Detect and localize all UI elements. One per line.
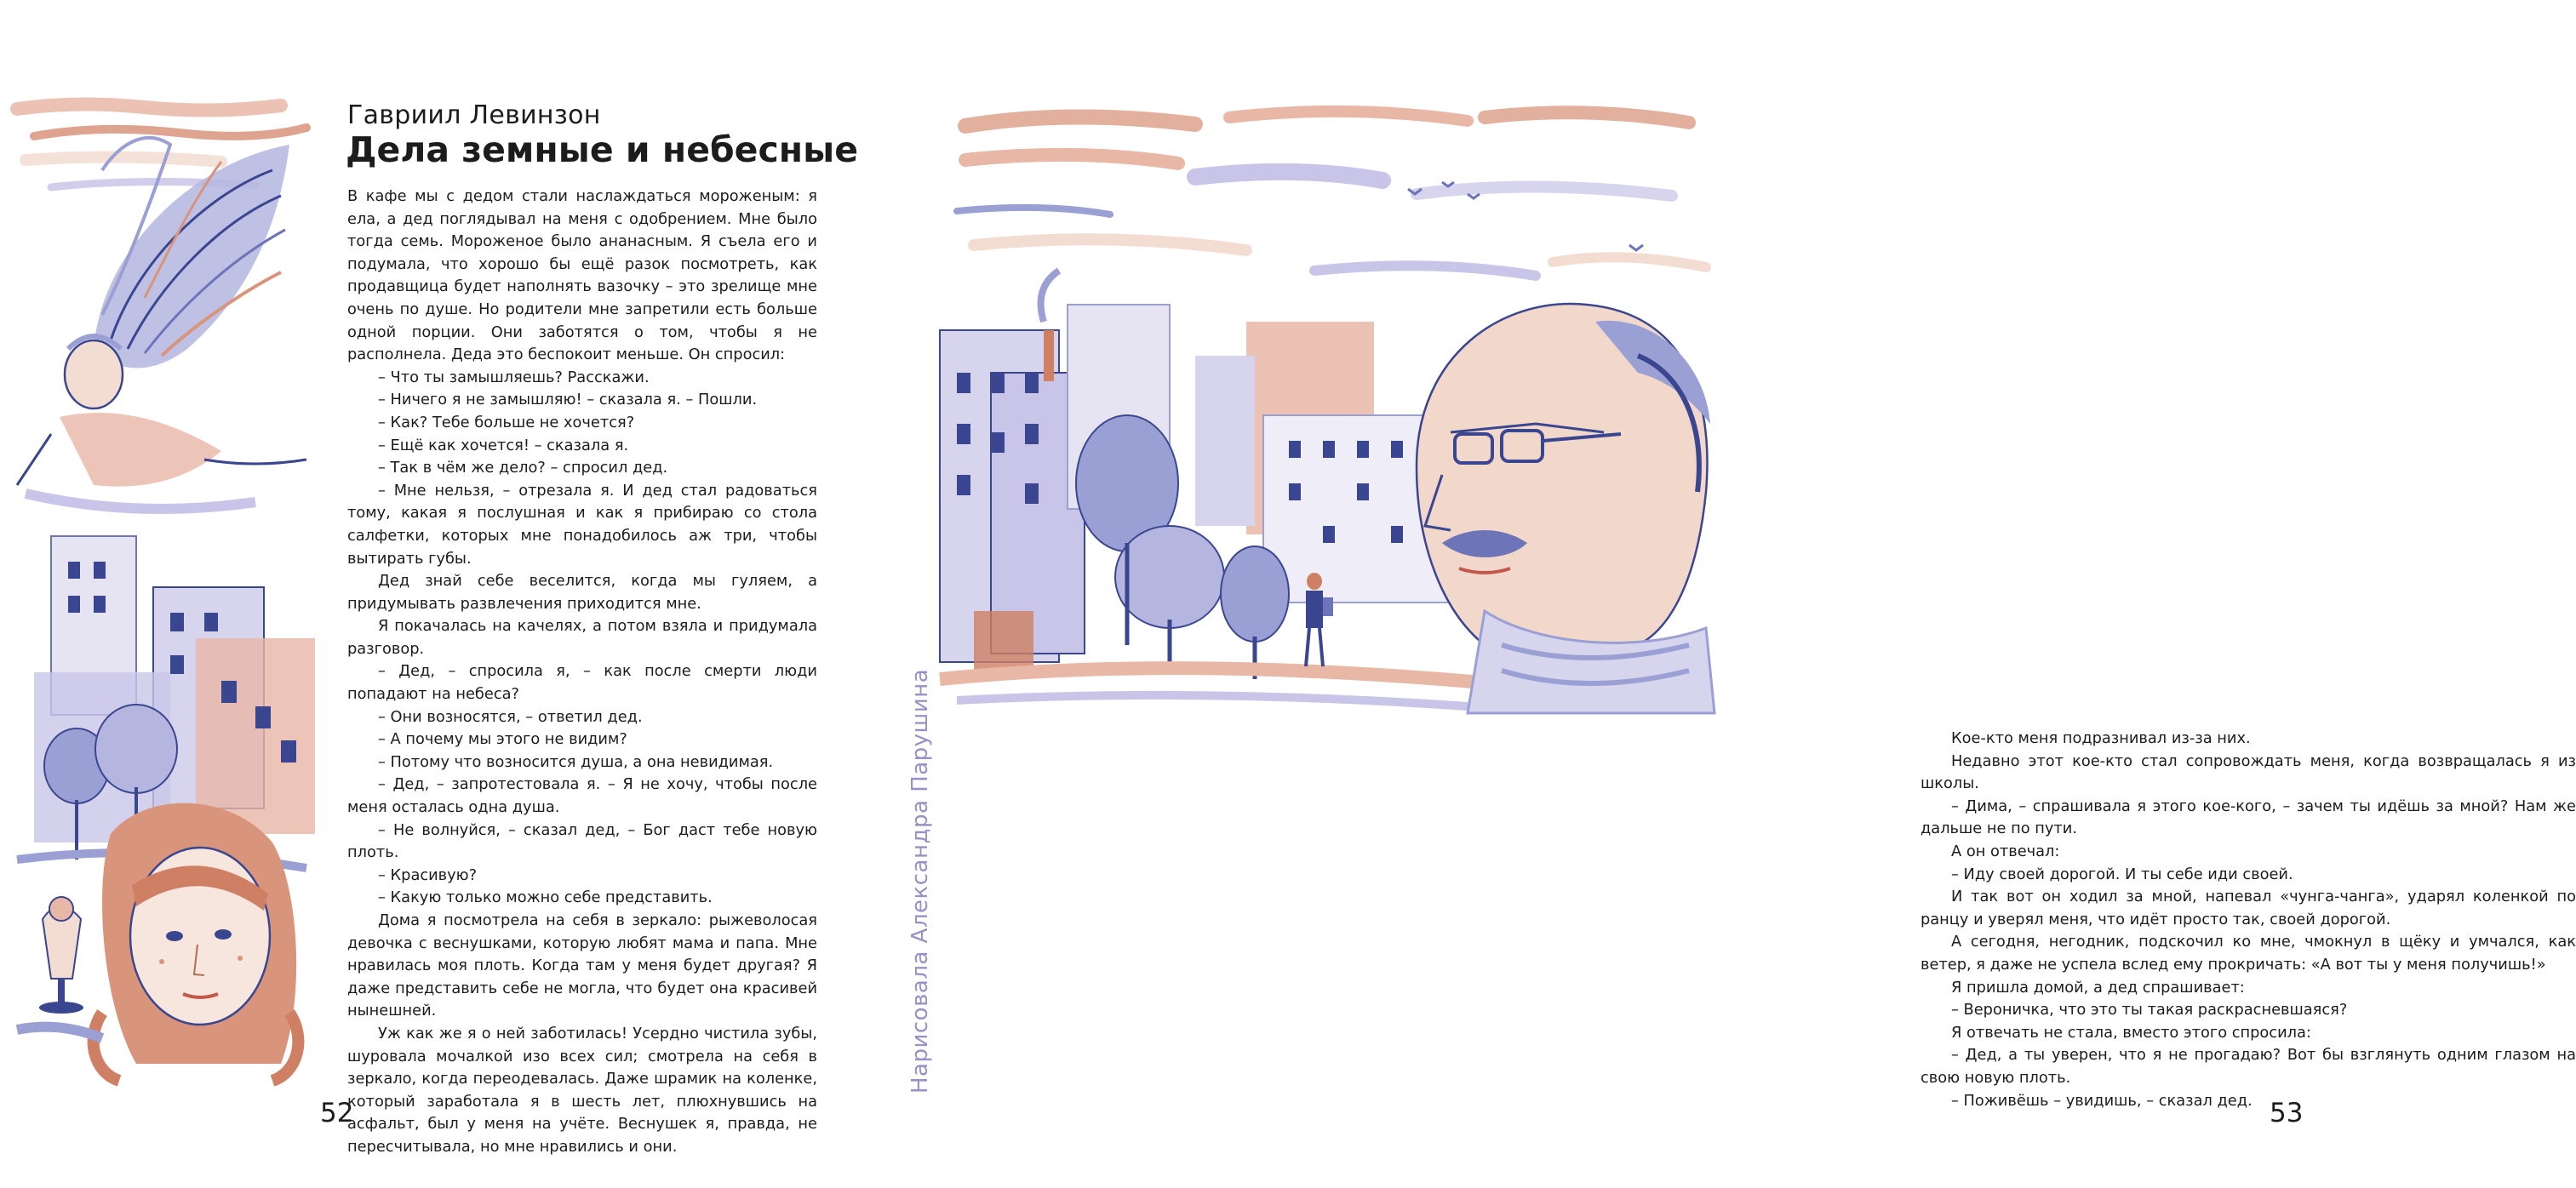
paragraph: – Поживёшь – увидишь, – сказал дед. bbox=[1951, 1091, 2253, 1110]
paragraph: А он отвечал: bbox=[1951, 842, 2060, 860]
paragraph: – Они возносятся, – ответил дед. bbox=[378, 707, 643, 726]
right-story-text bbox=[1921, 728, 2576, 1112]
paragraph: – Потому что возносится душа, а она невидимая. bbox=[378, 752, 774, 771]
left-page bbox=[0, 0, 872, 1188]
paragraph: В кафе мы с дедом стали наслаждаться мороженым: я ела, а дед поглядывал на меня с одобрением. Мне было тогда семь. Мороженое было ананасным. Я съела его и подумала, что хорошо бы ещё разок посмотреть, как продавщица будет наполнять вазочку – это зрелище мне очень по душе. Но родители мне запретили есть больше одной порции. Они заботятся о том, чтобы я не располнела. Деда это беспокоит меньше. Он спросил: bbox=[347, 187, 817, 364]
paragraph: Недавно этот кое-кто стал сопровождать меня, когда возвращалась я из школы. bbox=[1921, 751, 2576, 793]
paragraph: Я покачалась на качелях, а потом взяла и придумала разговор. bbox=[347, 617, 817, 658]
illustrator-credit: Нарисовала Александра Парушина bbox=[907, 668, 933, 1094]
story-title: Дела земные и небесные bbox=[346, 129, 859, 170]
paragraph: – Дима, – спрашивала я этого кое-кого, – зачем ты идёшь за мной? Нам же дальше не по пути. bbox=[1921, 797, 2576, 838]
author-name: Гавриил Левинзон bbox=[347, 100, 601, 130]
paragraph: – Иду своей дорогой. И ты себе иди своей. bbox=[1951, 865, 2293, 883]
page-number-right: 53 bbox=[2270, 1098, 2304, 1128]
paragraph: – Красивую? bbox=[378, 865, 478, 884]
paragraph: – Вероничка, что это ты такая раскрасневшаяся? bbox=[1951, 1001, 2348, 1020]
paragraph: – Дед, – запротестовала я. – Я не хочу, чтобы после меня осталась одна душа. bbox=[347, 775, 817, 817]
paragraph: – А почему мы этого не видим? bbox=[378, 730, 627, 749]
paragraph: Я отвечать не стала, вместо этого спросила: bbox=[1951, 1023, 2311, 1042]
paragraph: – Так в чём же дело? – спросил дед. bbox=[378, 459, 668, 477]
page-number-left: 52 bbox=[320, 1098, 354, 1128]
paragraph: – Как? Тебе больше не хочется? bbox=[378, 413, 635, 431]
paragraph: – Мне нельзя, – отрезала я. И дед стал радоваться тому, какая я послушная и как я прибираю со стола салфетки, которых мне понадобилось аж три, чтобы вытирать губы. bbox=[347, 481, 817, 568]
right-illustration bbox=[940, 100, 1726, 723]
paragraph: – Ничего я не замышляю! – сказала я. – Пошли. bbox=[378, 391, 758, 409]
paragraph: – Какую только можно себе представить. bbox=[378, 888, 713, 907]
right-page bbox=[872, 0, 2576, 1188]
paragraph: А сегодня, негодник, подскочил ко мне, чмокнул в щёку и умчался, как ветер, я даже не успела вслед ему прокричать: «А вот ты у меня получишь!» bbox=[1921, 933, 2576, 974]
paragraph: – Ещё как хочется! – сказала я. bbox=[378, 436, 629, 454]
paragraph: И так вот он ходил за мной, напевал «чунга-чанга», ударял коленкой по ранцу и уверял меня, что идёт просто так, своей дорогой. bbox=[1921, 888, 2576, 928]
girl-portrait bbox=[94, 803, 299, 1081]
paragraph: – Не волнуйся, – сказал дед, – Бог даст тебе новую плоть. bbox=[347, 820, 817, 862]
paragraph: – Дед, – спросила я, – как после смерти люди попадают на небеса? bbox=[347, 662, 817, 704]
paragraph: Кое-кто меня подразнивал из-за них. bbox=[1951, 729, 2251, 747]
paragraph: Дома я посмотрела на себя в зеркало: рыжеволосая девочка с веснушками, которую любят мама и папа. Мне нравилась моя плоть. Когда там у меня будет другая? Я даже представить себе не могла, что будет она красивей нынешней. bbox=[347, 911, 817, 1020]
paragraph: Дед знай себе веселится, когда мы гуляем, а придумывать развлечения приходится мне. bbox=[347, 572, 817, 613]
left-story-text bbox=[347, 186, 817, 1159]
paragraph: Уж как же я о ней заботилась! Усердно чистила зубы, шуровала мочалкой изо всех сил; смотрела на себя в зеркало, когда переодевалась. Даже шрамик на коленке, который заработала я в шесть лет, плюхнувшись на асфальт, был у меня на учёте. Веснушек я, правда, не пересчитывала, но мне нравились и они. bbox=[347, 1024, 817, 1156]
paragraph: Я пришла домой, а дед спрашивает: bbox=[1951, 978, 2245, 997]
grandfather-portrait bbox=[1417, 304, 1714, 713]
paragraph: – Дед, а ты уверен, что я не прогадаю? Вот бы взглянуть одним глазом на свою новую плоть. bbox=[1921, 1046, 2576, 1087]
paragraph: – Что ты замышляешь? Расскажи. bbox=[378, 368, 650, 386]
angel-wing-drawing bbox=[94, 138, 289, 368]
left-illustration bbox=[0, 94, 323, 1106]
ice-cream-glass bbox=[17, 897, 102, 1038]
sky-clouds bbox=[957, 111, 1706, 276]
